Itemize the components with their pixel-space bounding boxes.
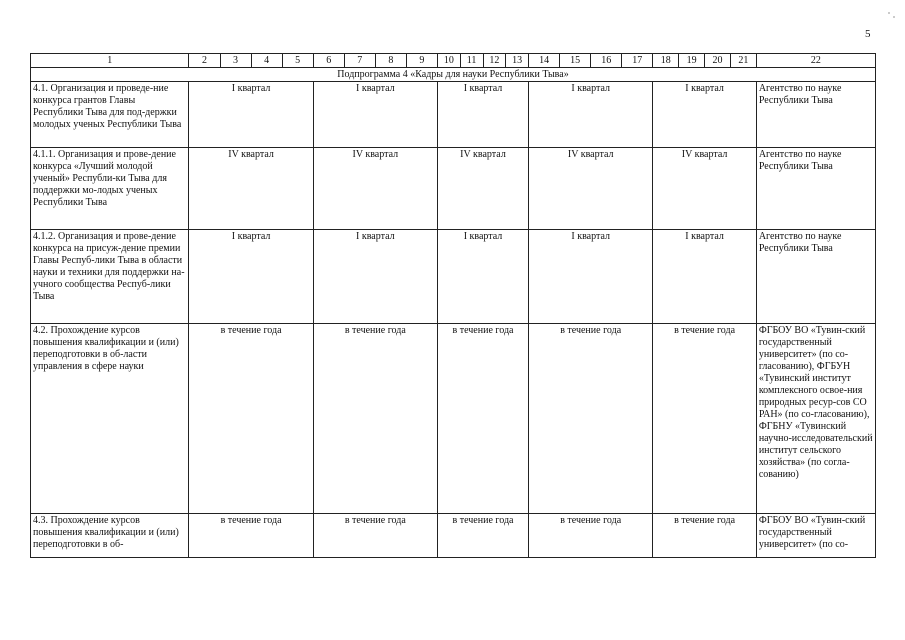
responsible-agency: ФГБОУ ВО «Тувин-ский государственный университет» (по со-гласованию), ФГБУН «Тувинский институт комплексного освое-ния природных ресур-сов СО РАН» (по со-гласованию), ФГБНУ «Тувинский научно-исследовательский институт сельского хозяйства» (по согла-сованию) [756,324,875,514]
plan-table [30,53,876,558]
subprogram-row [31,68,876,82]
period-cell: I квартал [437,82,528,148]
period-cell: в течение года [529,514,653,558]
period-cell: I квартал [529,230,653,324]
measure-description: 4.1.2. Организация и прове-дение конкурса на присуж-дение премии Главы Респуб-лики Тыва в области науки и техники для поддержки на-учного сообщества Респуб-лики Тыва [31,230,189,324]
responsible-agency: ФГБОУ ВО «Тувин-ский государственный университет» (по со- [756,514,875,558]
subprogram-title: Подпрограмма 4 «Кадры для науки Республики Тыва» [31,68,876,82]
period-cell: IV квартал [437,148,528,230]
column-number: 19 [679,54,705,68]
column-number: 11 [460,54,483,68]
period-cell: в течение года [437,324,528,514]
column-number: 22 [756,54,875,68]
page-number: 5 [865,28,871,40]
period-cell: в течение года [653,514,757,558]
column-number: 20 [705,54,731,68]
period-cell: IV квартал [529,148,653,230]
period-cell: I квартал [189,230,313,324]
column-number: 21 [730,54,756,68]
period-cell: I квартал [529,82,653,148]
column-number: 17 [622,54,653,68]
column-number: 2 [189,54,220,68]
column-number: 4 [251,54,282,68]
period-cell: I квартал [313,82,437,148]
column-number: 10 [437,54,460,68]
period-cell: IV квартал [313,148,437,230]
period-cell: I квартал [653,230,757,324]
measure-description: 4.1. Организация и проведе-ние конкурса грантов Главы Республики Тыва для под-держки молодых ученых Республики Тыва [31,82,189,148]
responsible-agency: Агентство по науке Республики Тыва [756,230,875,324]
responsible-agency: Агентство по науке Республики Тыва [756,148,875,230]
table-row [31,324,876,514]
column-number: 1 [31,54,189,68]
period-cell: в течение года [529,324,653,514]
column-number: 5 [282,54,313,68]
table-row [31,230,876,324]
period-cell: в течение года [313,514,437,558]
period-cell: в течение года [313,324,437,514]
period-cell: в течение года [189,514,313,558]
period-cell: I квартал [653,82,757,148]
measure-description: 4.1.1. Организация и прове-дение конкурса «Лучший молодой ученый» Республи-ки Тыва для поддержки мо-лодых ученых Республики Тыва [31,148,189,230]
period-cell: IV квартал [189,148,313,230]
column-number: 14 [529,54,560,68]
column-number: 7 [344,54,375,68]
period-cell: в течение года [437,514,528,558]
measure-description: 4.3. Прохождение курсов повышения квалификации и (или) переподготовки в об- [31,514,189,558]
column-number: 8 [375,54,406,68]
period-cell: I квартал [437,230,528,324]
period-cell: в течение года [189,324,313,514]
column-number: 16 [591,54,622,68]
table-row [31,514,876,558]
responsible-agency: Агентство по науке Республики Тыва [756,82,875,148]
period-cell: I квартал [313,230,437,324]
column-number: 9 [406,54,437,68]
period-cell: I квартал [189,82,313,148]
period-cell: в течение года [653,324,757,514]
column-number: 13 [506,54,529,68]
column-number: 6 [313,54,344,68]
column-number: 3 [220,54,251,68]
table-row [31,148,876,230]
scan-speck [888,12,890,14]
column-number: 15 [560,54,591,68]
table-row [31,82,876,148]
column-number-row [31,54,876,68]
column-number: 18 [653,54,679,68]
measure-description: 4.2. Прохождение курсов повышения квалификации и (или) переподготовки в об-ласти управления в сфере науки [31,324,189,514]
column-number: 12 [483,54,506,68]
scan-speck [893,16,895,18]
period-cell: IV квартал [653,148,757,230]
